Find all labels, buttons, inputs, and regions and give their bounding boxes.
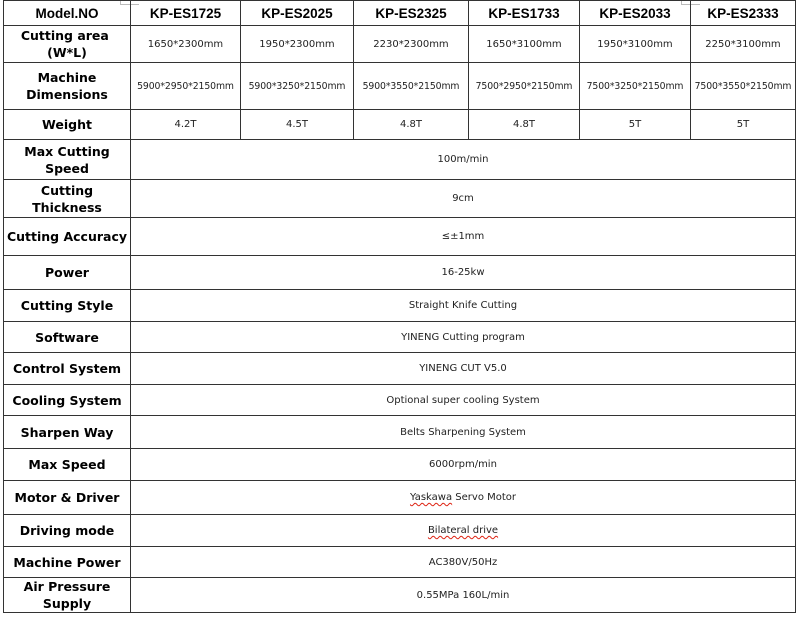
cell-value: 7500*3250*2150mm bbox=[580, 63, 691, 110]
row-label: Driving mode bbox=[4, 515, 131, 547]
row-label: Motor & Driver bbox=[4, 481, 131, 515]
model-name: KP-ES2333 bbox=[691, 1, 796, 26]
cell-value bbox=[131, 515, 796, 547]
row-label: Machine Dimensions bbox=[4, 63, 131, 110]
row-label: Cooling System bbox=[4, 385, 131, 416]
cell-value: AC380V/50Hz bbox=[131, 547, 796, 578]
cell-value: 4.8T bbox=[354, 110, 469, 140]
table-row bbox=[4, 547, 796, 578]
cell-value: YINENG CUT V5.0 bbox=[131, 353, 796, 385]
table-row bbox=[4, 385, 796, 416]
cell-value: Belts Sharpening System bbox=[131, 416, 796, 449]
cell-value: 4.2T bbox=[131, 110, 241, 140]
cell-value: 9cm bbox=[131, 180, 796, 218]
cell-value: YINENG Cutting program bbox=[131, 322, 796, 353]
cell-value: 5T bbox=[580, 110, 691, 140]
cell-value: 7500*3550*2150mm bbox=[691, 63, 796, 110]
table-row bbox=[4, 322, 796, 353]
header-row bbox=[4, 1, 796, 26]
cell-value bbox=[131, 481, 796, 515]
table-row bbox=[4, 218, 796, 256]
table-row bbox=[4, 110, 796, 140]
cell-value: 5900*3250*2150mm bbox=[241, 63, 354, 110]
cell-value: 0.55MPa 160L/min bbox=[131, 578, 796, 613]
model-name: KP-ES2033 bbox=[580, 1, 691, 26]
row-label: Sharpen Way bbox=[4, 416, 131, 449]
table-row bbox=[4, 256, 796, 290]
cell-value: 5900*2950*2150mm bbox=[131, 63, 241, 110]
table-row bbox=[4, 449, 796, 481]
model-name: KP-ES2325 bbox=[354, 1, 469, 26]
table-row bbox=[4, 481, 796, 515]
table-row bbox=[4, 353, 796, 385]
cell-value: 4.5T bbox=[241, 110, 354, 140]
row-label: Power bbox=[4, 256, 131, 290]
cell-value: 100m/min bbox=[131, 140, 796, 180]
table-row bbox=[4, 515, 796, 547]
row-label: Cutting area (W*L) bbox=[4, 26, 131, 63]
cell-value: 6000rpm/min bbox=[131, 449, 796, 481]
cell-value: 5T bbox=[691, 110, 796, 140]
table-row bbox=[4, 140, 796, 180]
cell-value: 7500*2950*2150mm bbox=[469, 63, 580, 110]
row-label: Air Pressure Supply bbox=[4, 578, 131, 613]
table-row bbox=[4, 416, 796, 449]
model-name: KP-ES1733 bbox=[469, 1, 580, 26]
model-name: KP-ES1725 bbox=[131, 1, 241, 26]
row-label: Machine Power bbox=[4, 547, 131, 578]
cell-value: ≤±1mm bbox=[131, 218, 796, 256]
model-no-label: Model.NO bbox=[4, 1, 131, 26]
table-row bbox=[4, 290, 796, 322]
cell-value: 1650*3100mm bbox=[469, 26, 580, 63]
cell-value: Straight Knife Cutting bbox=[131, 290, 796, 322]
table-row bbox=[4, 63, 796, 110]
table-row bbox=[4, 26, 796, 63]
cell-value: 16-25kw bbox=[131, 256, 796, 290]
cell-value: 1650*2300mm bbox=[131, 26, 241, 63]
model-name: KP-ES2025 bbox=[241, 1, 354, 26]
row-label: Cutting Style bbox=[4, 290, 131, 322]
row-label: Cutting Accuracy bbox=[4, 218, 131, 256]
table-row bbox=[4, 578, 796, 613]
cell-value: 4.8T bbox=[469, 110, 580, 140]
cell-value: Optional super cooling System bbox=[131, 385, 796, 416]
table-row bbox=[4, 180, 796, 218]
row-label: Max Speed bbox=[4, 449, 131, 481]
row-label: Software bbox=[4, 322, 131, 353]
cell-value-suffix: Servo Motor bbox=[452, 492, 517, 503]
row-label: Cutting Thickness bbox=[4, 180, 131, 218]
spec-table bbox=[3, 0, 796, 613]
cell-value: 5900*3550*2150mm bbox=[354, 63, 469, 110]
cell-value: 2250*3100mm bbox=[691, 26, 796, 63]
spellcheck-word: Yaskawa bbox=[409, 492, 453, 503]
spellcheck-text: Bilateral drive bbox=[427, 525, 499, 536]
row-label: Control System bbox=[4, 353, 131, 385]
cell-value: 1950*3100mm bbox=[580, 26, 691, 63]
row-label: Max Cutting Speed bbox=[4, 140, 131, 180]
cell-value: 2230*2300mm bbox=[354, 26, 469, 63]
cell-value: 1950*2300mm bbox=[241, 26, 354, 63]
row-label: Weight bbox=[4, 110, 131, 140]
